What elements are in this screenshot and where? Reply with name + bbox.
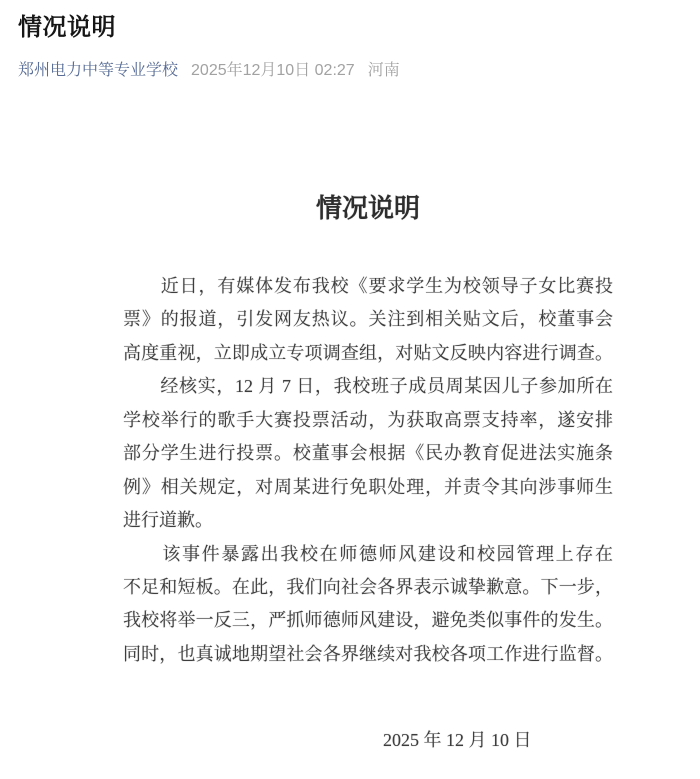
publish-location: 河南 [367, 62, 400, 79]
document-line: 同时，也真诚地期望社会各界继续对我校各项工作进行监督。 [123, 643, 613, 664]
publish-time: 2025年12月10日 02:27 [191, 62, 355, 79]
document-line: 学校举行的歌手大赛投票活动，为获取高票支持率，遂安排 [123, 409, 613, 430]
document-page [123, 193, 613, 757]
document-line: 该事件暴露出我校在师德师风建设和校园管理上存在 [123, 543, 613, 564]
account-link[interactable]: 郑州电力中等专业学校 [18, 62, 179, 79]
document-line: 我校将举一反三，严抓师德师风建设，避免类似事件的发生。 [123, 610, 613, 631]
article-title: 情况说明 [18, 14, 116, 41]
document-line: 进行道歉。 [123, 510, 213, 531]
document-date: 2025 年 12 月 10 日 [383, 730, 532, 751]
document-line: 高度重视，立即成立专项调查组，对贴文反映内容进行调查。 [123, 342, 613, 363]
document-title: 情况说明 [315, 193, 420, 223]
document-body [123, 270, 613, 671]
document-line: 部分学生进行投票。校董事会根据《民办教育促进法实施条 [123, 443, 613, 464]
document-line: 例》相关规定，对周某进行免职处理，并责令其向涉事师生 [123, 476, 613, 497]
document-line: 不足和短板。在此，我们向社会各界表示诚挚歉意。下一步， [123, 576, 613, 597]
document-line: 经核实，12 月 7 日，我校班子成员周某因儿子参加所在 [123, 376, 613, 397]
article-header [0, 0, 700, 81]
byline [18, 61, 680, 81]
statement-document-image[interactable] [0, 81, 700, 757]
document-line: 票》的报道，引发网友热议。关注到相关贴文后，校董事会 [123, 309, 613, 330]
document-line: 近日，有媒体发布我校《要求学生为校领导子女比赛投 [123, 276, 613, 296]
